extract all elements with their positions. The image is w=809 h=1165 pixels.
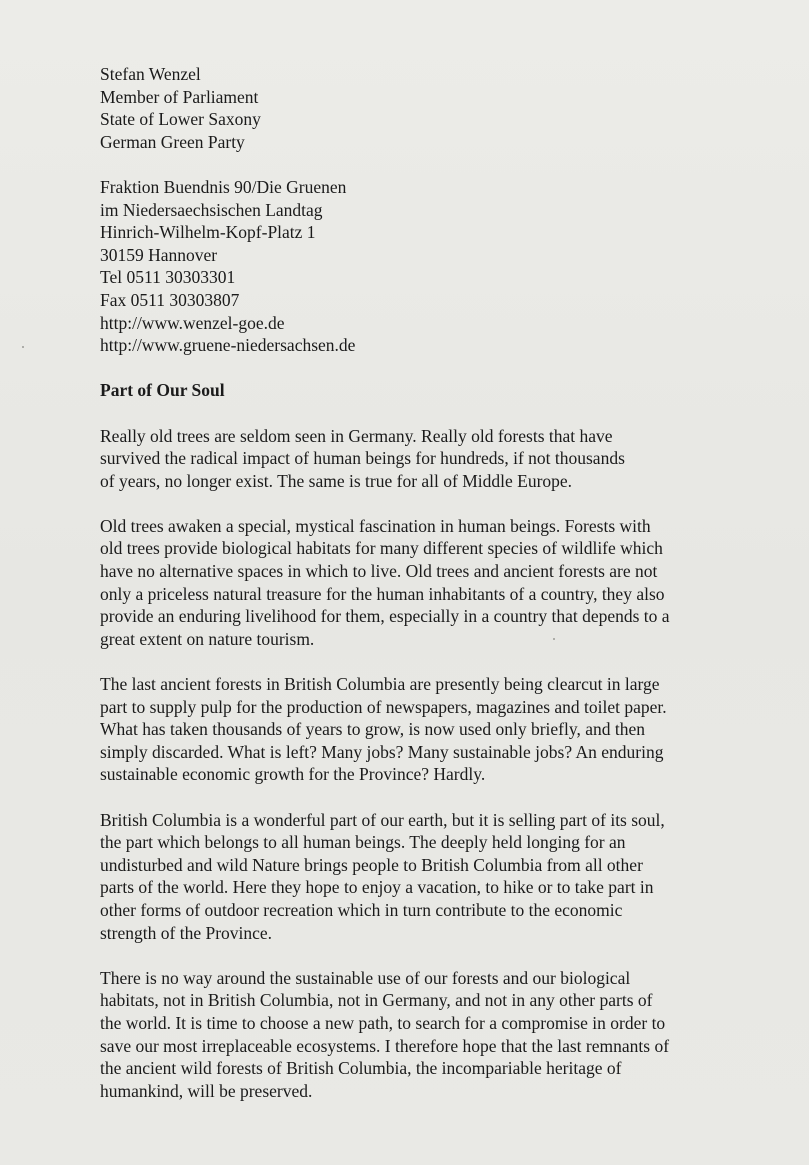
sender-block <box>100 63 750 153</box>
paragraph-line: sustainable economic growth for the Province? Hardly. <box>100 764 486 785</box>
paragraph-3 <box>100 673 750 786</box>
paragraph-line: save our most irreplaceable ecosystems. I therefore hope that the last remnants of <box>100 1035 670 1056</box>
paragraph-line: simply discarded. What is left? Many jobs? Many sustainable jobs? An enduring <box>100 741 664 762</box>
paragraph-1 <box>100 425 750 493</box>
paragraph-line: parts of the world. Here they hope to enjoy a vacation, to hike or to take part in <box>100 877 654 898</box>
paragraph-line: part to supply pulp for the production of newspapers, magazines and toilet paper. <box>100 696 667 717</box>
paragraph-line: Really old trees are seldom seen in Germany. Really old forests that have <box>100 425 613 446</box>
address-line: im Niedersaechsischen Landtag <box>100 199 323 220</box>
spacer <box>100 357 750 380</box>
paragraph-2 <box>100 515 750 651</box>
paragraph-line: only a priceless natural treasure for the human inhabitants of a country, they also <box>100 583 665 604</box>
paragraph-line: Old trees awaken a special, mystical fascination in human beings. Forests with <box>100 515 651 536</box>
paragraph-5 <box>100 967 750 1103</box>
spacer <box>100 492 750 515</box>
paragraph-line: other forms of outdoor recreation which in turn contribute to the economic <box>100 899 623 920</box>
paragraph-line: humankind, will be preserved. <box>100 1080 313 1101</box>
paragraph-line: survived the radical impact of human beings for hundreds, if not thousands <box>100 448 625 469</box>
paragraph-line: of years, no longer exist. The same is true for all of Middle Europe. <box>100 470 573 491</box>
paragraph-line: habitats, not in British Columbia, not in Germany, and not in any other parts of <box>100 990 653 1011</box>
paragraph-line: British Columbia is a wonderful part of our earth, but it is selling part of its soul, <box>100 809 665 830</box>
spacer <box>100 402 750 425</box>
paragraph-line: old trees provide biological habitats for many different species of wildlife which <box>100 538 663 559</box>
paragraph-line: provide an enduring livelihood for them, especially in a country that depends to a <box>100 606 670 627</box>
spacer <box>100 944 750 967</box>
paragraph-line: strength of the Province. <box>100 922 273 943</box>
spacer <box>100 650 750 673</box>
spacer <box>100 153 750 176</box>
spacer <box>100 786 750 809</box>
paragraph-line: have no alternative spaces in which to live. Old trees and ancient forests are not <box>100 561 658 582</box>
sender-state: State of Lower Saxony <box>100 109 261 130</box>
paragraph-line: the ancient wild forests of British Columbia, the incompariable heritage of <box>100 1058 622 1079</box>
paragraph-line: There is no way around the sustainable use of our forests and our biological <box>100 967 631 988</box>
paragraph-line: the part which belongs to all human beings. The deeply held longing for an <box>100 832 626 853</box>
phone-line: Tel 0511 30303301 <box>100 267 236 288</box>
website-line: http://www.wenzel-goe.de <box>100 312 285 333</box>
paragraph-line: The last ancient forests in British Columbia are presently being clearcut in large <box>100 674 660 695</box>
website-line: http://www.gruene-niedersachsen.de <box>100 335 356 356</box>
sender-name: Stefan Wenzel <box>100 64 201 84</box>
paper-speck <box>22 346 24 348</box>
paragraph-line: the world. It is time to choose a new path, to search for a compromise in order to <box>100 1012 666 1033</box>
address-line: 30159 Hannover <box>100 244 218 265</box>
address-line: Hinrich-Wilhelm-Kopf-Platz 1 <box>100 222 316 243</box>
paragraph-line: What has taken thousands of years to grow, is now used only briefly, and then <box>100 719 645 740</box>
paragraph-line: undisturbed and wild Nature brings people to British Columbia from all other <box>100 854 643 875</box>
paragraph-4 <box>100 809 750 945</box>
sender-position: Member of Parliament <box>100 86 259 107</box>
letter-title: Part of Our Soul <box>100 380 225 401</box>
fax-line: Fax 0511 30303807 <box>100 289 240 310</box>
letter-body <box>100 63 750 1102</box>
paragraph-line: great extent on nature tourism. <box>100 628 315 649</box>
address-line: Fraktion Buendnis 90/Die Gruenen <box>100 176 347 197</box>
address-block <box>100 176 750 357</box>
sender-party: German Green Party <box>100 131 245 152</box>
